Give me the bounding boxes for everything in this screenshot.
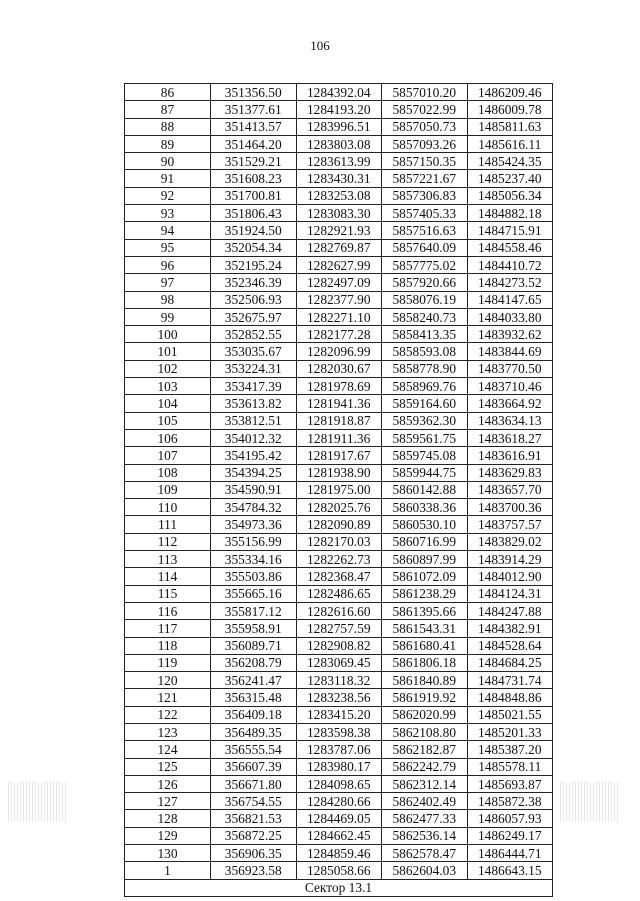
coord-x1-cell: 353035.67 [211, 343, 297, 360]
point-number-cell: 94 [125, 222, 211, 239]
coord-x2-cell: 5862108.80 [382, 723, 468, 740]
coord-y2-cell: 1483829.02 [467, 533, 553, 550]
coord-y1-cell: 1284469.05 [296, 810, 382, 827]
coord-y1-cell: 1283430.31 [296, 170, 382, 187]
coord-x1-cell: 351413.57 [211, 118, 297, 135]
coord-x2-cell: 5861919.92 [382, 689, 468, 706]
coord-x1-cell: 356241.47 [211, 672, 297, 689]
coord-x2-cell: 5857306.83 [382, 187, 468, 204]
coord-x2-cell: 5857093.26 [382, 135, 468, 152]
coord-x1-cell: 354784.32 [211, 499, 297, 516]
table-row [125, 568, 553, 585]
coord-y2-cell: 1483757.57 [467, 516, 553, 533]
sector-label: Сектор 13.1 [125, 879, 553, 896]
coord-y1-cell: 1284280.66 [296, 793, 382, 810]
table-row [125, 602, 553, 619]
table-row [125, 135, 553, 152]
coord-x2-cell: 5859164.60 [382, 395, 468, 412]
coord-y1-cell: 1283787.06 [296, 741, 382, 758]
table-footer-row [125, 879, 553, 896]
coord-x2-cell: 5857050.73 [382, 118, 468, 135]
coord-y1-cell: 1282030.67 [296, 360, 382, 377]
coord-x1-cell: 356489.35 [211, 723, 297, 740]
coord-x2-cell: 5861806.18 [382, 654, 468, 671]
coord-x1-cell: 356208.79 [211, 654, 297, 671]
coord-y2-cell: 1484882.18 [467, 205, 553, 222]
table-row [125, 205, 553, 222]
point-number-cell: 110 [125, 499, 211, 516]
table-row [125, 533, 553, 550]
coord-y2-cell: 1483634.13 [467, 412, 553, 429]
coord-y2-cell: 1485056.34 [467, 187, 553, 204]
coord-x1-cell: 356872.25 [211, 827, 297, 844]
table-row [125, 118, 553, 135]
coord-y2-cell: 1486009.78 [467, 101, 553, 118]
table-row [125, 395, 553, 412]
coord-y1-cell: 1283980.17 [296, 758, 382, 775]
coord-y1-cell: 1282377.90 [296, 291, 382, 308]
point-number-cell: 120 [125, 672, 211, 689]
coord-y2-cell: 1483914.29 [467, 551, 553, 568]
coord-y1-cell: 1282096.99 [296, 343, 382, 360]
point-number-cell: 121 [125, 689, 211, 706]
point-number-cell: 106 [125, 429, 211, 446]
coord-x1-cell: 356906.35 [211, 845, 297, 862]
coord-y1-cell: 1282177.28 [296, 326, 382, 343]
coord-x1-cell: 356607.39 [211, 758, 297, 775]
table-row [125, 429, 553, 446]
coord-x1-cell: 351700.81 [211, 187, 297, 204]
coord-x2-cell: 5862604.03 [382, 862, 468, 879]
coord-x2-cell: 5859362.30 [382, 412, 468, 429]
coord-y2-cell: 1484147.65 [467, 291, 553, 308]
coord-y1-cell: 1282262.73 [296, 551, 382, 568]
table-row [125, 672, 553, 689]
point-number-cell: 128 [125, 810, 211, 827]
coord-x1-cell: 356754.55 [211, 793, 297, 810]
coord-x2-cell: 5857010.20 [382, 84, 468, 101]
coord-y2-cell: 1484715.91 [467, 222, 553, 239]
coord-x2-cell: 5862182.87 [382, 741, 468, 758]
scan-artifact-left [8, 782, 66, 822]
coordinates-table [124, 83, 553, 897]
coord-x2-cell: 5861395.66 [382, 602, 468, 619]
coord-y1-cell: 1282170.03 [296, 533, 382, 550]
coord-y1-cell: 1283803.08 [296, 135, 382, 152]
point-number-cell: 125 [125, 758, 211, 775]
coord-y2-cell: 1484731.74 [467, 672, 553, 689]
coord-y2-cell: 1485616.11 [467, 135, 553, 152]
table-row [125, 775, 553, 792]
point-number-cell: 116 [125, 602, 211, 619]
coord-y2-cell: 1486444.71 [467, 845, 553, 862]
table-row [125, 308, 553, 325]
table-row [125, 516, 553, 533]
point-number-cell: 109 [125, 481, 211, 498]
coord-x1-cell: 355958.91 [211, 620, 297, 637]
coord-x1-cell: 356923.58 [211, 862, 297, 879]
table-row [125, 256, 553, 273]
point-number-cell: 122 [125, 706, 211, 723]
table-row [125, 706, 553, 723]
point-number-cell: 112 [125, 533, 211, 550]
table-row [125, 170, 553, 187]
point-number-cell: 130 [125, 845, 211, 862]
point-number-cell: 103 [125, 378, 211, 395]
coord-x1-cell: 355503.86 [211, 568, 297, 585]
coord-x1-cell: 356315.48 [211, 689, 297, 706]
coord-x1-cell: 351924.50 [211, 222, 297, 239]
point-number-cell: 90 [125, 153, 211, 170]
coord-x1-cell: 354590.91 [211, 481, 297, 498]
coord-y2-cell: 1486209.46 [467, 84, 553, 101]
coord-x1-cell: 351464.20 [211, 135, 297, 152]
coord-y2-cell: 1486249.17 [467, 827, 553, 844]
coord-y1-cell: 1281918.87 [296, 412, 382, 429]
table-row [125, 810, 553, 827]
coord-x2-cell: 5862477.33 [382, 810, 468, 827]
coord-x1-cell: 356409.18 [211, 706, 297, 723]
coord-x2-cell: 5860142.88 [382, 481, 468, 498]
point-number-cell: 101 [125, 343, 211, 360]
point-number-cell: 104 [125, 395, 211, 412]
point-number-cell: 119 [125, 654, 211, 671]
point-number-cell: 93 [125, 205, 211, 222]
coord-x1-cell: 354394.25 [211, 464, 297, 481]
coord-x2-cell: 5861680.41 [382, 637, 468, 654]
coord-y1-cell: 1283996.51 [296, 118, 382, 135]
coord-y1-cell: 1283238.56 [296, 689, 382, 706]
coord-y1-cell: 1283598.38 [296, 723, 382, 740]
coord-x2-cell: 5857920.66 [382, 274, 468, 291]
table-row [125, 101, 553, 118]
table-row [125, 481, 553, 498]
coord-y1-cell: 1283118.32 [296, 672, 382, 689]
coord-y2-cell: 1486643.15 [467, 862, 553, 879]
coord-x2-cell: 5858076.19 [382, 291, 468, 308]
coord-y1-cell: 1282627.99 [296, 256, 382, 273]
table-row [125, 827, 553, 844]
coord-y2-cell: 1483770.50 [467, 360, 553, 377]
table-row [125, 326, 553, 343]
coord-y2-cell: 1485237.40 [467, 170, 553, 187]
coord-x1-cell: 351356.50 [211, 84, 297, 101]
point-number-cell: 98 [125, 291, 211, 308]
coord-x1-cell: 352054.34 [211, 239, 297, 256]
coord-y1-cell: 1283083.30 [296, 205, 382, 222]
coord-x1-cell: 355334.16 [211, 551, 297, 568]
coord-y2-cell: 1484247.88 [467, 602, 553, 619]
coord-y2-cell: 1485021.55 [467, 706, 553, 723]
coord-y2-cell: 1484012.90 [467, 568, 553, 585]
coord-x2-cell: 5858413.35 [382, 326, 468, 343]
coord-x2-cell: 5858593.08 [382, 343, 468, 360]
coord-x2-cell: 5860530.10 [382, 516, 468, 533]
coord-y1-cell: 1284662.45 [296, 827, 382, 844]
coord-x1-cell: 351608.23 [211, 170, 297, 187]
coord-x2-cell: 5860338.36 [382, 499, 468, 516]
point-number-cell: 129 [125, 827, 211, 844]
table-row [125, 378, 553, 395]
coord-y1-cell: 1281941.36 [296, 395, 382, 412]
coord-y2-cell: 1483664.92 [467, 395, 553, 412]
coord-x1-cell: 354012.32 [211, 429, 297, 446]
coord-x1-cell: 353224.31 [211, 360, 297, 377]
coord-y1-cell: 1282271.10 [296, 308, 382, 325]
coord-x2-cell: 5860897.99 [382, 551, 468, 568]
coord-y2-cell: 1485811.63 [467, 118, 553, 135]
coord-x2-cell: 5857022.99 [382, 101, 468, 118]
coord-y2-cell: 1485424.35 [467, 153, 553, 170]
coord-y1-cell: 1282368.47 [296, 568, 382, 585]
table-row [125, 274, 553, 291]
coord-x1-cell: 353417.39 [211, 378, 297, 395]
coord-y2-cell: 1485387.20 [467, 741, 553, 758]
coord-x1-cell: 354973.36 [211, 516, 297, 533]
point-number-cell: 127 [125, 793, 211, 810]
coord-y2-cell: 1484124.31 [467, 585, 553, 602]
coord-y1-cell: 1283069.45 [296, 654, 382, 671]
coord-x1-cell: 355817.12 [211, 602, 297, 619]
coord-x2-cell: 5858778.90 [382, 360, 468, 377]
point-number-cell: 118 [125, 637, 211, 654]
point-number-cell: 88 [125, 118, 211, 135]
coord-y2-cell: 1486057.93 [467, 810, 553, 827]
coord-x2-cell: 5858240.73 [382, 308, 468, 325]
coord-x1-cell: 356821.53 [211, 810, 297, 827]
coord-y1-cell: 1284392.04 [296, 84, 382, 101]
coord-y1-cell: 1283415.20 [296, 706, 382, 723]
coord-x1-cell: 353812.51 [211, 412, 297, 429]
coord-x1-cell: 353613.82 [211, 395, 297, 412]
coord-y2-cell: 1484410.72 [467, 256, 553, 273]
coord-y1-cell: 1281911.36 [296, 429, 382, 446]
point-number-cell: 100 [125, 326, 211, 343]
point-number-cell: 117 [125, 620, 211, 637]
coord-x2-cell: 5862242.79 [382, 758, 468, 775]
table-row [125, 84, 553, 101]
coord-y2-cell: 1484273.52 [467, 274, 553, 291]
point-number-cell: 1 [125, 862, 211, 879]
point-number-cell: 123 [125, 723, 211, 740]
coord-x2-cell: 5861238.29 [382, 585, 468, 602]
table-row [125, 793, 553, 810]
coord-x1-cell: 356089.71 [211, 637, 297, 654]
table-row [125, 862, 553, 879]
coord-y2-cell: 1484558.46 [467, 239, 553, 256]
coord-y1-cell: 1282769.87 [296, 239, 382, 256]
table-row [125, 620, 553, 637]
point-number-cell: 108 [125, 464, 211, 481]
coord-y1-cell: 1285058.66 [296, 862, 382, 879]
coord-y1-cell: 1282486.65 [296, 585, 382, 602]
table-row [125, 447, 553, 464]
coord-y1-cell: 1284193.20 [296, 101, 382, 118]
coord-y2-cell: 1483700.36 [467, 499, 553, 516]
coord-x2-cell: 5857405.33 [382, 205, 468, 222]
coord-x1-cell: 355665.16 [211, 585, 297, 602]
coord-x1-cell: 352195.24 [211, 256, 297, 273]
coord-y2-cell: 1483618.27 [467, 429, 553, 446]
point-number-cell: 92 [125, 187, 211, 204]
coord-x1-cell: 351529.21 [211, 153, 297, 170]
coord-y2-cell: 1484848.86 [467, 689, 553, 706]
coord-x2-cell: 5862578.47 [382, 845, 468, 862]
coord-x2-cell: 5859944.75 [382, 464, 468, 481]
table-row [125, 758, 553, 775]
point-number-cell: 111 [125, 516, 211, 533]
coord-y2-cell: 1483844.69 [467, 343, 553, 360]
coord-x1-cell: 351377.61 [211, 101, 297, 118]
table-row [125, 412, 553, 429]
coord-x2-cell: 5857150.35 [382, 153, 468, 170]
coord-x2-cell: 5861543.31 [382, 620, 468, 637]
coord-y1-cell: 1281938.90 [296, 464, 382, 481]
coord-x1-cell: 356671.80 [211, 775, 297, 792]
coord-y2-cell: 1483616.91 [467, 447, 553, 464]
coord-y1-cell: 1284859.46 [296, 845, 382, 862]
coord-y2-cell: 1484684.25 [467, 654, 553, 671]
coord-x1-cell: 352346.39 [211, 274, 297, 291]
table-row [125, 360, 553, 377]
coord-x2-cell: 5862402.49 [382, 793, 468, 810]
coord-y2-cell: 1483629.83 [467, 464, 553, 481]
point-number-cell: 86 [125, 84, 211, 101]
coord-y1-cell: 1282497.09 [296, 274, 382, 291]
table-row [125, 551, 553, 568]
table-row [125, 153, 553, 170]
coord-x1-cell: 351806.43 [211, 205, 297, 222]
coord-x2-cell: 5859561.75 [382, 429, 468, 446]
point-number-cell: 91 [125, 170, 211, 187]
coord-x2-cell: 5862536.14 [382, 827, 468, 844]
coord-y2-cell: 1483657.70 [467, 481, 553, 498]
point-number-cell: 96 [125, 256, 211, 273]
point-number-cell: 114 [125, 568, 211, 585]
page-number: 106 [310, 38, 330, 53]
coord-x2-cell: 5862312.14 [382, 775, 468, 792]
point-number-cell: 105 [125, 412, 211, 429]
coord-x1-cell: 352675.97 [211, 308, 297, 325]
point-number-cell: 113 [125, 551, 211, 568]
coord-y2-cell: 1484528.64 [467, 637, 553, 654]
coord-x2-cell: 5858969.76 [382, 378, 468, 395]
table-row [125, 637, 553, 654]
coord-y1-cell: 1281975.00 [296, 481, 382, 498]
coord-y1-cell: 1283253.08 [296, 187, 382, 204]
coord-x1-cell: 352506.93 [211, 291, 297, 308]
coord-y1-cell: 1282757.59 [296, 620, 382, 637]
point-number-cell: 107 [125, 447, 211, 464]
point-number-cell: 126 [125, 775, 211, 792]
coord-y1-cell: 1282921.93 [296, 222, 382, 239]
coord-x1-cell: 356555.54 [211, 741, 297, 758]
table-row [125, 585, 553, 602]
table-row [125, 187, 553, 204]
coord-x1-cell: 352852.55 [211, 326, 297, 343]
coord-x2-cell: 5857221.67 [382, 170, 468, 187]
point-number-cell: 97 [125, 274, 211, 291]
table-row [125, 741, 553, 758]
coord-x2-cell: 5857775.02 [382, 256, 468, 273]
point-number-cell: 95 [125, 239, 211, 256]
coord-x2-cell: 5861840.89 [382, 672, 468, 689]
coordinates-table-body [125, 84, 553, 897]
coord-y2-cell: 1485872.38 [467, 793, 553, 810]
scan-artifact-right [560, 782, 620, 822]
coord-y1-cell: 1282090.89 [296, 516, 382, 533]
point-number-cell: 124 [125, 741, 211, 758]
coord-x2-cell: 5862020.99 [382, 706, 468, 723]
coord-y1-cell: 1282025.76 [296, 499, 382, 516]
coord-x2-cell: 5857516.63 [382, 222, 468, 239]
coord-y2-cell: 1485693.87 [467, 775, 553, 792]
coord-y2-cell: 1483932.62 [467, 326, 553, 343]
point-number-cell: 89 [125, 135, 211, 152]
point-number-cell: 102 [125, 360, 211, 377]
point-number-cell: 87 [125, 101, 211, 118]
table-row [125, 499, 553, 516]
coord-y1-cell: 1282908.82 [296, 637, 382, 654]
coord-x2-cell: 5859745.08 [382, 447, 468, 464]
coord-y1-cell: 1284098.65 [296, 775, 382, 792]
table-row [125, 222, 553, 239]
point-number-cell: 99 [125, 308, 211, 325]
table-row [125, 845, 553, 862]
table-row [125, 464, 553, 481]
coord-y2-cell: 1485201.33 [467, 723, 553, 740]
table-row [125, 239, 553, 256]
coord-x1-cell: 355156.99 [211, 533, 297, 550]
coord-x2-cell: 5860716.99 [382, 533, 468, 550]
table-row [125, 654, 553, 671]
table-row [125, 343, 553, 360]
point-number-cell: 115 [125, 585, 211, 602]
coord-y1-cell: 1282616.60 [296, 602, 382, 619]
table-row [125, 689, 553, 706]
coord-y2-cell: 1484382.91 [467, 620, 553, 637]
coord-y2-cell: 1485578.11 [467, 758, 553, 775]
coord-y2-cell: 1484033.80 [467, 308, 553, 325]
coord-y2-cell: 1483710.46 [467, 378, 553, 395]
coord-x1-cell: 354195.42 [211, 447, 297, 464]
coord-y1-cell: 1281917.67 [296, 447, 382, 464]
table-row [125, 723, 553, 740]
coord-y1-cell: 1281978.69 [296, 378, 382, 395]
coord-y1-cell: 1283613.99 [296, 153, 382, 170]
coord-x2-cell: 5857640.09 [382, 239, 468, 256]
coord-x2-cell: 5861072.09 [382, 568, 468, 585]
table-row [125, 291, 553, 308]
